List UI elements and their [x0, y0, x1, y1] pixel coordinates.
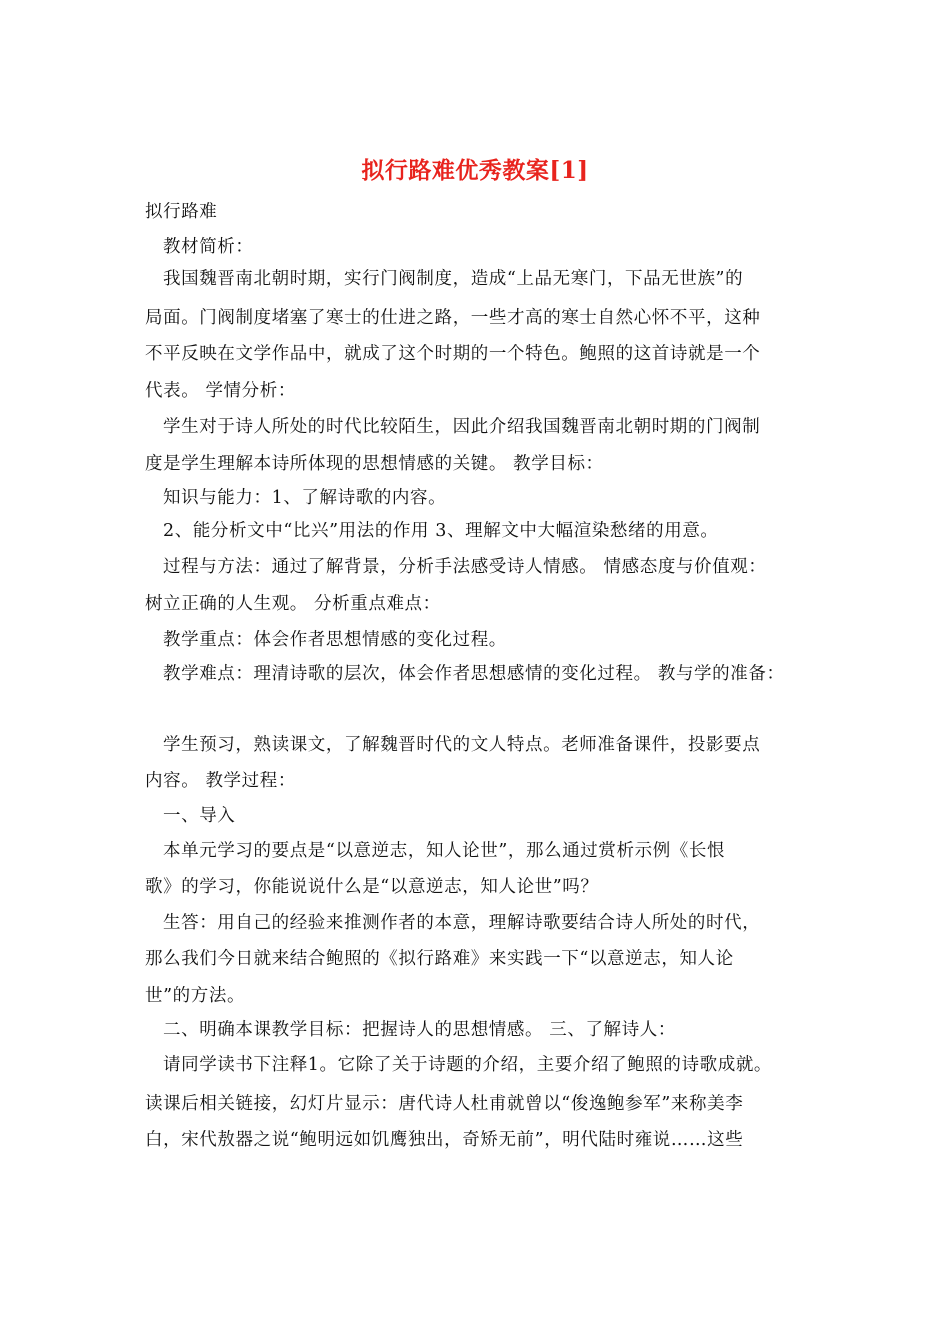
text-line: 学生对于诗人所处的时代比较陌生，因此介绍我国魏晋南北朝时期的门阀制 — [163, 417, 761, 437]
text-line: 读课后相关链接，幻灯片显示：唐代诗人杜甫就曾以“俊逸鲍参军”来称美李 — [145, 1094, 744, 1114]
text-line: 二、明确本课教学目标：把握诗人的思想情感。 三、了解诗人： — [163, 1020, 676, 1040]
text-line: 白，宋代敖器之说“鲍明远如饥鹰独出，奇矫无前”，明代陆时雍说……这些 — [145, 1130, 744, 1150]
text-line: 那么我们今日就来结合鲍照的《拟行路难》来实践一下“以意逆志，知人论 — [145, 949, 734, 969]
text-line: 请同学读书下注释1。它除了关于诗题的介绍，主要介绍了鲍照的诗歌成就。 — [163, 1055, 773, 1075]
text-line: 内容。 教学过程： — [145, 771, 296, 791]
text-line: 拟行路难 — [145, 202, 218, 222]
text-line: 教学重点：体会作者思想情感的变化过程。 — [163, 630, 507, 650]
text-line: 一、导入 — [163, 806, 236, 826]
text-line: 本单元学习的要点是“以意逆志，知人论世”，那么通过赏析示例《长恨 — [163, 841, 726, 861]
text-line: 我国魏晋南北朝时期，实行门阀制度，造成“上品无寒门，下品无世族”的 — [163, 269, 744, 289]
text-line: 生答：用自己的经验来推测作者的本意，理解诗歌要结合诗人所处的时代， — [163, 913, 761, 933]
text-line: 局面。门阀制度堵塞了寒士的仕进之路，一些才高的寒士自然心怀不平，这种 — [145, 308, 761, 328]
document-title: 拟行路难优秀教案[1] — [361, 157, 589, 184]
text-line: 树立正确的人生观。 分析重点难点： — [145, 594, 441, 614]
text-line: 度是学生理解本诗所体现的思想情感的关键。 教学目标： — [145, 454, 604, 474]
text-line: 知识与能力：1、了解诗歌的内容。 — [163, 488, 447, 508]
text-line: 教学难点：理清诗歌的层次，体会作者思想感情的变化过程。 教与学的准备： — [163, 664, 785, 684]
text-line: 不平反映在文学作品中，就成了这个时期的一个特色。鲍照的这首诗就是一个 — [145, 344, 761, 364]
text-line: 歌》的学习，你能说说什么是“以意逆志，知人论世”吗？ — [145, 877, 599, 897]
text-line: 代表。 学情分析： — [145, 381, 296, 401]
text-line: 2、能分析文中“比兴”用法的作用 3、理解文中大幅渲染愁绪的用意。 — [163, 521, 719, 541]
text-line: 过程与方法：通过了解背景，分析手法感受诗人情感。 情感态度与价值观： — [163, 557, 767, 577]
text-line: 学生预习，熟读课文，了解魏晋时代的文人特点。老师准备课件，投影要点 — [163, 735, 761, 755]
text-line: 世”的方法。 — [145, 986, 246, 1006]
text-line: 教材简析： — [163, 237, 254, 257]
